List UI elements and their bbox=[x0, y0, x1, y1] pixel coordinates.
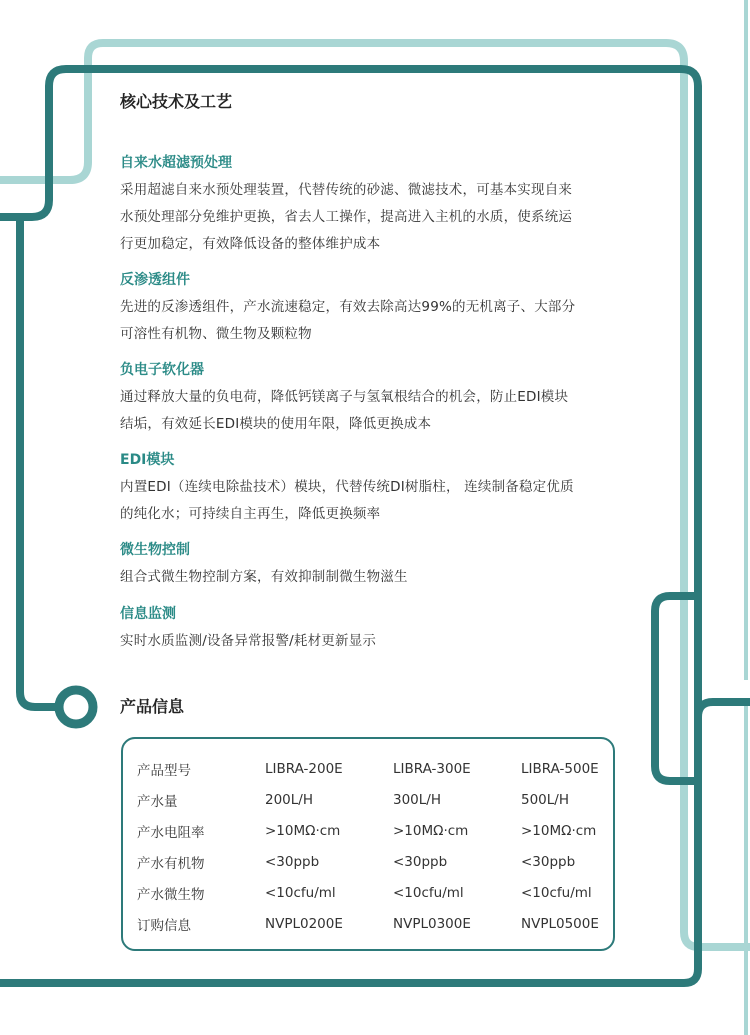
body-line: 实时水质监测/设备异常报警/耗材更新显示 bbox=[120, 633, 377, 649]
spec-label: 产品型号 bbox=[137, 762, 191, 779]
section-title: 自来水超滤预处理 bbox=[120, 155, 232, 171]
spec-value: <10cfu/ml bbox=[265, 884, 336, 901]
section-monitoring bbox=[120, 604, 620, 655]
body-line: 结垢，有效延长EDI模块的使用年限，降低更换成本 bbox=[120, 416, 432, 432]
table-row bbox=[137, 753, 611, 784]
spec-value: LIBRA-200E bbox=[265, 760, 343, 777]
spec-value: LIBRA-300E bbox=[393, 760, 471, 777]
section-title: 负电子软化器 bbox=[120, 362, 204, 378]
spec-label: 产水电阻率 bbox=[137, 824, 205, 841]
body-line: 内置EDI（连续电除盐技术）模块，代替传统DI树脂柱， 连续制备稳定优质 bbox=[120, 479, 574, 495]
spec-label: 订购信息 bbox=[137, 917, 191, 934]
body-line: 的纯化水；可持续自主再生，降低更换频率 bbox=[120, 506, 381, 522]
section-uf-pretreatment bbox=[120, 153, 620, 258]
spec-label: 产水有机物 bbox=[137, 855, 205, 872]
spec-label: 产水微生物 bbox=[137, 886, 205, 903]
spec-value: 300L/H bbox=[393, 791, 441, 808]
spec-value: 500L/H bbox=[521, 791, 569, 808]
section-title: EDI模块 bbox=[120, 452, 175, 468]
section-title: 信息监测 bbox=[120, 606, 176, 622]
spec-value: >10MΩ·cm bbox=[521, 822, 597, 839]
spec-value: >10MΩ·cm bbox=[265, 822, 341, 839]
section-body bbox=[120, 384, 620, 438]
spec-value: NVPL0200E bbox=[265, 915, 343, 932]
spec-value: NVPL0300E bbox=[393, 915, 471, 932]
body-line: 行更加稳定，有效降低设备的整体维护成本 bbox=[120, 236, 381, 252]
spec-table-box bbox=[121, 737, 615, 951]
spec-label: 产水量 bbox=[137, 793, 178, 810]
body-line: 水预处理部分免维护更换，省去人工操作，提高进入主机的水质，使系统运 bbox=[120, 209, 573, 225]
table-row bbox=[137, 908, 611, 939]
section-body bbox=[120, 474, 620, 528]
section-title: 微生物控制 bbox=[120, 542, 190, 558]
spec-value: LIBRA-500E bbox=[521, 760, 599, 777]
spec-value: <30ppb bbox=[393, 853, 448, 870]
section-body bbox=[120, 628, 620, 655]
body-line: 先进的反渗透组件，产水流速稳定，有效去除高达99%的无机离子、大部分 bbox=[120, 299, 576, 315]
spec-value: <30ppb bbox=[521, 853, 576, 870]
section-title: 反渗透组件 bbox=[120, 272, 190, 288]
spec-value: <10cfu/ml bbox=[521, 884, 592, 901]
spec-value: 200L/H bbox=[265, 791, 313, 808]
body-line: 采用超滤自来水预处理装置，代替传统的砂滤、微滤技术，可基本实现自来 bbox=[120, 182, 573, 198]
section-body bbox=[120, 177, 620, 258]
table-row bbox=[137, 784, 611, 815]
body-line: 组合式微生物控制方案，有效抑制制微生物滋生 bbox=[120, 569, 408, 585]
section-body bbox=[120, 564, 620, 591]
spec-value: <10cfu/ml bbox=[393, 884, 464, 901]
core-tech-title: 核心技术及工艺 bbox=[120, 92, 233, 111]
section-body bbox=[120, 294, 620, 348]
table-row bbox=[137, 877, 611, 908]
body-line: 可溶性有机物、微生物及颗粒物 bbox=[120, 326, 312, 342]
spec-value: NVPL0500E bbox=[521, 915, 599, 932]
spec-table bbox=[137, 753, 611, 939]
product-info-title: 产品信息 bbox=[120, 697, 185, 716]
body-line: 通过释放大量的负电荷，降低钙镁离子与氢氧根结合的机会，防止EDI模块 bbox=[120, 389, 569, 405]
section-edi bbox=[120, 450, 620, 528]
spec-value: >10MΩ·cm bbox=[393, 822, 469, 839]
table-row bbox=[137, 815, 611, 846]
section-softener bbox=[120, 360, 620, 438]
section-microbe-control bbox=[120, 540, 620, 591]
spec-value: <30ppb bbox=[265, 853, 320, 870]
section-ro-module bbox=[120, 270, 620, 348]
table-row bbox=[137, 846, 611, 877]
